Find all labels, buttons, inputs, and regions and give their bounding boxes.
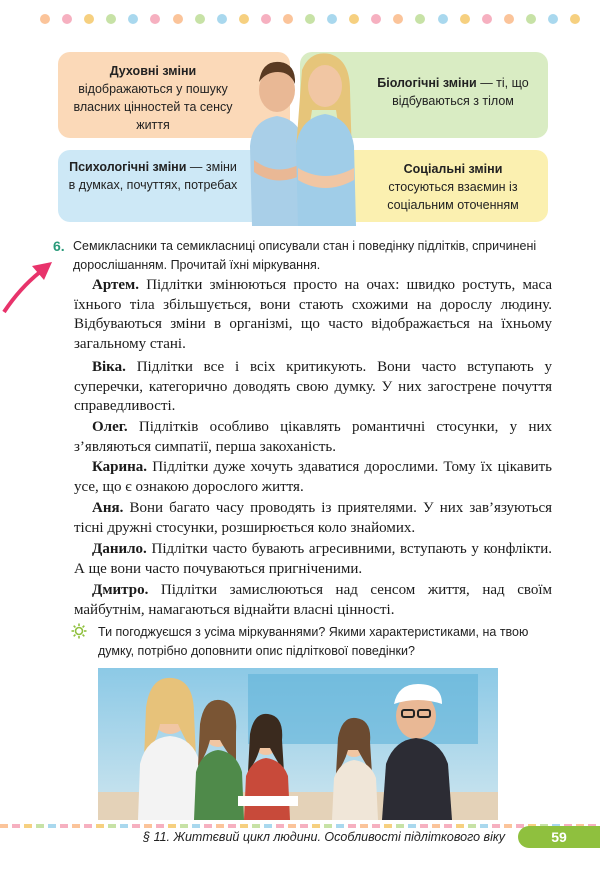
decorative-dot xyxy=(526,14,536,24)
question-text: Ти погоджуєшся з усіма міркуваннями? Якими характеристиками, на твою думку, потрібно доповнити опис підліткової поведінки? xyxy=(98,625,529,658)
decorative-dot xyxy=(371,14,381,24)
decorative-dot xyxy=(40,14,50,24)
card-spiritual-title: Духовні зміни xyxy=(109,64,197,78)
statement-text: Підлітки все і всіх критикують. Вони часто вступають у суперечки, категорично доводять свою думку. У них загострене почуття справедливості. xyxy=(74,359,553,414)
footer-divider xyxy=(0,824,600,828)
statement-name: Карина. xyxy=(92,459,148,475)
decorative-dot xyxy=(84,14,94,24)
statement-text: Підлітки дуже хочуть здаватися дорослими. Тому їх цікавить усе, що є ознакою дорослого життя. xyxy=(74,459,553,495)
decorative-dot xyxy=(150,14,160,24)
card-biological-title: Біологічні зміни xyxy=(377,76,477,90)
decorative-dot xyxy=(438,14,448,24)
statement-text: Підлітки змінюються просто на очах: швидко ростуть, маса їхнього тіла збільшується, вони стають схожими на дорослу людину. Відбуваються зміни в організмі, що часто відображається на їхньому загальному стані. xyxy=(74,277,553,352)
statement-oleh xyxy=(74,418,552,457)
page-number: 59 xyxy=(518,826,600,848)
decorative-dot xyxy=(283,14,293,24)
card-social-text: стосуються взаємин із соціальним оточенням xyxy=(387,180,519,212)
statement-text: Підлітків особливо цікавлять романтичні стосунки, у них з’являються симпатії, перша закоханість. xyxy=(74,419,552,455)
statement-text: Підлітки часто бувають агресивними, вступають у конфлікти. А ще вони часто почуваються пригніченими. xyxy=(74,541,553,577)
card-psychological-title: Психологічні зміни xyxy=(69,160,187,174)
statement-text: Підлітки замислюються над сенсом життя, над своїм майбутнім, намагаються віднайти власні цінності. xyxy=(74,582,552,618)
sun-icon xyxy=(71,623,87,639)
classroom-teenagers-photo xyxy=(98,668,498,820)
task-6 xyxy=(53,237,553,275)
decorative-dot xyxy=(349,14,359,24)
pink-arrow-icon xyxy=(0,248,60,318)
decorative-dot xyxy=(173,14,183,24)
statement-name: Аня. xyxy=(92,500,124,516)
statement-artem xyxy=(74,276,552,354)
decorative-dot xyxy=(393,14,403,24)
statement-name: Віка. xyxy=(92,359,126,375)
decorative-dot xyxy=(415,14,425,24)
statement-name: Дмитро. xyxy=(92,582,149,598)
decorative-dot xyxy=(305,14,315,24)
decorative-dot xyxy=(239,14,249,24)
teenagers-photo xyxy=(232,50,372,226)
decorative-dot xyxy=(548,14,558,24)
statement-name: Артем. xyxy=(92,277,139,293)
decorative-dot xyxy=(460,14,470,24)
statement-vika xyxy=(74,358,552,417)
decorative-dot xyxy=(106,14,116,24)
discussion-question xyxy=(74,623,554,661)
statement-name: Данило. xyxy=(92,541,147,557)
decorative-dot-row xyxy=(40,14,580,26)
decorative-dot xyxy=(217,14,227,24)
card-biological-text: — ті, що відбуваються з тілом xyxy=(392,76,529,108)
decorative-dot xyxy=(482,14,492,24)
card-spiritual-text: відображаються у пошуку власних цінностей та сенсу життя xyxy=(73,82,233,132)
task-number: 6. xyxy=(53,238,65,254)
card-social-title: Соціальні зміни xyxy=(403,162,503,176)
statement-anya xyxy=(74,499,552,538)
decorative-dot xyxy=(327,14,337,24)
task-text: Семикласники та семикласниці описували стан і поведінку підлітків, спричинені дорослішанням. Прочитай їхні міркування. xyxy=(73,239,537,272)
statement-danylo xyxy=(74,540,552,579)
statement-text: Вони багато часу проводять із приятелями. У них зав’язуються тісні дружні стосунки, розширюється коло знайомих. xyxy=(74,500,553,536)
decorative-dot xyxy=(570,14,580,24)
footer-section-title: § 11. Життєвий цикл людини. Особливості підліткового віку xyxy=(143,830,505,844)
decorative-dot xyxy=(195,14,205,24)
decorative-dot xyxy=(504,14,514,24)
statement-dmytro xyxy=(74,581,552,620)
statement-name: Олег. xyxy=(92,419,128,435)
decorative-dot xyxy=(261,14,271,24)
card-psychological-text: — зміни в думках, почуттях, потребах xyxy=(68,160,238,192)
decorative-dot xyxy=(128,14,138,24)
decorative-dot xyxy=(62,14,72,24)
statement-karyna xyxy=(74,458,552,497)
